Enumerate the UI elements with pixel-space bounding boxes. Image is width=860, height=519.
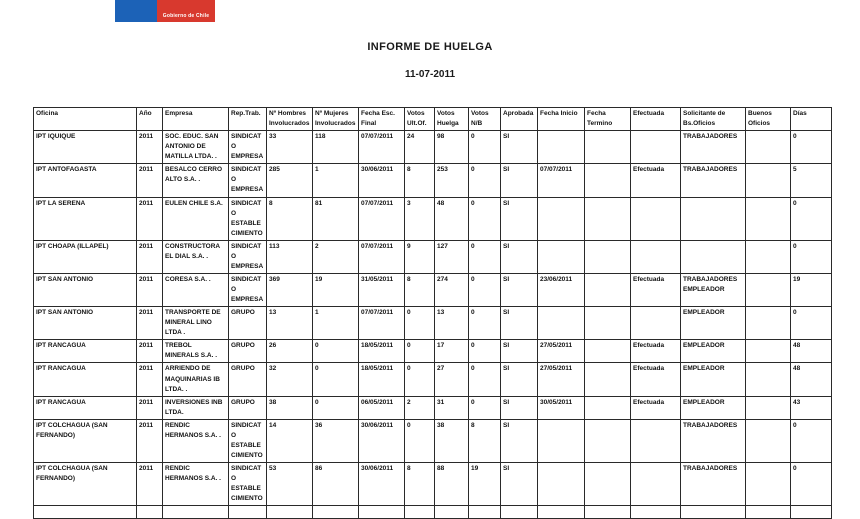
table-cell: GRUPO [229,396,267,419]
table-cell: IPT RANCAGUA [34,340,137,363]
table-cell: 17 [435,340,469,363]
table-cell: Efectuada [631,363,681,396]
table-row [34,131,832,164]
table-cell: 27/05/2011 [538,340,585,363]
table-cell: IPT IQUIQUE [34,131,137,164]
table-cell [585,363,631,396]
table-cell: 18/05/2011 [359,340,405,363]
table-cell: 88 [435,463,469,506]
table-cell: Efectuada [631,164,681,197]
table-cell: SINDICATO ESTABLECIMIENTO [229,419,267,462]
table-cell: 1 [313,164,359,197]
table-cell: SI [501,240,538,273]
table-header-row [34,108,832,131]
table-cell: 2011 [137,240,163,273]
table-cell [631,131,681,164]
table-cell: SI [501,164,538,197]
report-date: 11-07-2011 [404,69,456,80]
column-header: Votos N/B [469,108,501,131]
table-cell: 0 [791,307,832,340]
table-cell [585,419,631,462]
table-cell: TRABAJADORES EMPLEADOR [681,273,746,306]
table-cell [746,396,791,419]
column-header: Empresa [163,108,229,131]
table-cell: 13 [435,307,469,340]
table-cell: 118 [313,131,359,164]
table-row [34,240,832,273]
column-header: Fecha Termino [585,108,631,131]
table-cell: 32 [267,363,313,396]
table-cell: 0 [791,197,832,240]
table-cell: 8 [405,164,435,197]
table-cell: 98 [435,131,469,164]
table-cell: SINDICATO EMPRESA [229,240,267,273]
table-cell: 0 [469,273,501,306]
table-cell [585,240,631,273]
table-cell: 127 [435,240,469,273]
table-cell: CORESA S.A. . [163,273,229,306]
table-cell [585,307,631,340]
table-cell: 0 [469,340,501,363]
table-cell [746,363,791,396]
table-cell: 0 [313,363,359,396]
table-cell: SI [501,197,538,240]
table-cell: 0 [469,396,501,419]
table-cell: IPT SAN ANTONIO [34,307,137,340]
table-cell: 30/06/2011 [359,463,405,506]
table-cell [359,506,405,519]
table-cell: 43 [791,396,832,419]
table-cell: IPT COLCHAGUA (SAN FERNANDO) [34,419,137,462]
table-cell: 0 [791,419,832,462]
table-cell: 19 [791,273,832,306]
table-cell: 27/05/2011 [538,363,585,396]
column-header: Nº Hombres Involucrados [267,108,313,131]
table-cell: 07/07/2011 [359,197,405,240]
table-cell: SINDICATO EMPRESA [229,131,267,164]
column-header: Oficina [34,108,137,131]
table-cell: SINDICATO EMPRESA [229,164,267,197]
table-cell: 0 [313,396,359,419]
table-cell: SI [501,463,538,506]
table-cell: EMPLEADOR [681,340,746,363]
table-cell: Efectuada [631,396,681,419]
table-cell: TRABAJADORES [681,419,746,462]
table-cell: BESALCO CERRO ALTO S.A. . [163,164,229,197]
table-cell: 253 [435,164,469,197]
table-cell: 2011 [137,419,163,462]
table-cell: SI [501,340,538,363]
table-cell: SINDICATO EMPRESA [229,273,267,306]
table-cell: 2011 [137,363,163,396]
table-cell [435,506,469,519]
column-header: Buenos Oficios [746,108,791,131]
table-row [34,273,832,306]
table-cell: 2011 [137,273,163,306]
table-cell [313,506,359,519]
column-header: Nº Mujeres Involucrados [313,108,359,131]
table-cell: IPT RANCAGUA [34,363,137,396]
table-cell: GRUPO [229,307,267,340]
table-cell: TRANSPORTE DE MINERAL LINO LTDA . [163,307,229,340]
table-cell: 33 [267,131,313,164]
table-cell: SI [501,396,538,419]
table-cell: 2011 [137,396,163,419]
table-cell: IPT CHOAPA (ILLAPEL) [34,240,137,273]
gobierno-de-chile-logo [115,0,215,22]
table-cell: 0 [469,164,501,197]
table-cell: 2 [405,396,435,419]
table-cell: GRUPO [229,363,267,396]
column-header: Fecha Esc. Final [359,108,405,131]
table-cell: 2011 [137,463,163,506]
table-cell: 31 [435,396,469,419]
table-row [34,197,832,240]
table-cell [585,273,631,306]
table-cell: 2011 [137,340,163,363]
table-cell [538,419,585,462]
table-cell [585,506,631,519]
table-cell: TRABAJADORES [681,131,746,164]
table-cell: IPT ANTOFAGASTA [34,164,137,197]
table-cell: 07/07/2011 [359,307,405,340]
table-cell [681,240,746,273]
table-cell [746,419,791,462]
table-cell [631,197,681,240]
table-cell [538,131,585,164]
table-cell [538,463,585,506]
table-cell [163,506,229,519]
table-cell: 2011 [137,197,163,240]
table-cell: 86 [313,463,359,506]
report-table-container [33,107,831,519]
table-cell: 0 [791,131,832,164]
table-cell: 1 [313,307,359,340]
table-cell: 8 [405,463,435,506]
table-cell: IPT SAN ANTONIO [34,273,137,306]
table-cell: 8 [267,197,313,240]
table-cell: 53 [267,463,313,506]
logo-blue-flag-block [115,0,157,22]
table-cell [746,506,791,519]
table-cell [469,506,501,519]
table-cell: 0 [791,463,832,506]
table-cell: INVERSIONES INB LTDA. [163,396,229,419]
table-cell: 19 [313,273,359,306]
table-cell: 36 [313,419,359,462]
table-cell: SI [501,273,538,306]
table-cell: 38 [267,396,313,419]
table-body [34,131,832,519]
table-cell [746,164,791,197]
table-cell: 18/05/2011 [359,363,405,396]
table-cell [631,240,681,273]
table-cell: 07/07/2011 [359,240,405,273]
table-cell: IPT LA SERENA [34,197,137,240]
table-cell: ARRIENDO DE MAQUINARIAS IB LTDA. . [163,363,229,396]
table-cell: SOC. EDUC. SAN ANTONIO DE MATILLA LTDA. . [163,131,229,164]
table-cell: 0 [405,419,435,462]
table-cell: 0 [405,340,435,363]
table-cell: 9 [405,240,435,273]
table-cell [34,506,137,519]
table-cell: 30/06/2011 [359,419,405,462]
table-cell: Efectuada [631,340,681,363]
table-cell [746,307,791,340]
column-header: Votos Huelga [435,108,469,131]
table-cell [137,506,163,519]
table-cell: 0 [469,197,501,240]
table-cell: 13 [267,307,313,340]
table-cell [501,506,538,519]
table-cell [405,506,435,519]
table-cell: 2011 [137,307,163,340]
table-cell: 0 [405,363,435,396]
column-header: Fecha Inicio [538,108,585,131]
table-cell: SI [501,307,538,340]
table-row [34,363,832,396]
table-cell: SI [501,131,538,164]
table-cell [746,240,791,273]
table-cell: 81 [313,197,359,240]
table-cell: 06/05/2011 [359,396,405,419]
table-cell: SINDICATO ESTABLECIMIENTO [229,197,267,240]
table-cell: RENDIC HERMANOS S.A. . [163,419,229,462]
column-header: Año [137,108,163,131]
table-cell: 19 [469,463,501,506]
table-cell: 30/06/2011 [359,164,405,197]
table-cell: 26 [267,340,313,363]
column-header: Rep.Trab. [229,108,267,131]
table-cell: 30/05/2011 [538,396,585,419]
table-cell [631,463,681,506]
table-cell: 8 [469,419,501,462]
table-cell: EMPLEADOR [681,363,746,396]
table-cell: 0 [791,240,832,273]
table-row [34,340,832,363]
table-cell: 2011 [137,164,163,197]
table-cell [585,197,631,240]
huelga-table [33,107,832,519]
table-cell [585,463,631,506]
logo-brand-text: Gobierno de Chile [162,13,210,19]
table-cell [631,419,681,462]
table-cell: 274 [435,273,469,306]
table-cell [681,197,746,240]
table-cell [746,273,791,306]
table-cell: 113 [267,240,313,273]
table-cell: 48 [791,363,832,396]
table-row [34,463,832,506]
column-header: Votos Ult.Of. [405,108,435,131]
table-cell: 14 [267,419,313,462]
table-row [34,164,832,197]
table-cell: 2 [313,240,359,273]
table-cell [267,506,313,519]
table-row [34,307,832,340]
table-cell: EULEN CHILE S.A. [163,197,229,240]
table-cell [631,307,681,340]
table-cell: TREBOL MINERALS S.A. . [163,340,229,363]
table-cell [585,131,631,164]
table-cell: EMPLEADOR [681,307,746,340]
table-cell [746,131,791,164]
table-cell: SI [501,363,538,396]
table-cell: 0 [469,307,501,340]
column-header: Días [791,108,832,131]
table-cell [538,197,585,240]
table-cell [746,463,791,506]
table-cell: 0 [469,363,501,396]
table-cell: TRABAJADORES [681,463,746,506]
table-cell [229,506,267,519]
table-cell: RENDIC HERMANOS S.A. . [163,463,229,506]
table-cell: TRABAJADORES [681,164,746,197]
table-cell: 07/07/2011 [538,164,585,197]
table-cell: 285 [267,164,313,197]
table-row [34,419,832,462]
table-cell: EMPLEADOR [681,396,746,419]
table-cell: 5 [791,164,832,197]
column-header: Solicitante de Bs.Oficios [681,108,746,131]
column-header: Efectuada [631,108,681,131]
table-cell: 0 [313,340,359,363]
column-header: Aprobada [501,108,538,131]
table-cell [538,506,585,519]
table-cell: 0 [469,240,501,273]
table-cell [791,506,832,519]
table-row [34,396,832,419]
table-cell [585,340,631,363]
table-cell: 07/07/2011 [359,131,405,164]
table-cell: 48 [435,197,469,240]
table-cell: 38 [435,419,469,462]
table-cell: 27 [435,363,469,396]
table-cell: SI [501,419,538,462]
table-row [34,506,832,519]
table-cell [538,240,585,273]
table-cell: 0 [405,307,435,340]
table-cell: SINDICATO ESTABLECIMIENTO [229,463,267,506]
table-cell: IPT RANCAGUA [34,396,137,419]
table-cell: CONSTRUCTORA EL DIAL S.A. . [163,240,229,273]
table-cell: 48 [791,340,832,363]
table-cell: 24 [405,131,435,164]
table-cell: 0 [469,131,501,164]
table-cell: 2011 [137,131,163,164]
table-cell [538,307,585,340]
table-cell: 3 [405,197,435,240]
table-cell [585,396,631,419]
table-cell: 31/05/2011 [359,273,405,306]
table-cell [681,506,746,519]
table-cell: GRUPO [229,340,267,363]
table-cell [746,340,791,363]
table-cell: IPT COLCHAGUA (SAN FERNANDO) [34,463,137,506]
page-title: INFORME DE HUELGA [367,41,493,53]
table-cell: 23/06/2011 [538,273,585,306]
logo-red-flag-block [157,0,215,22]
table-cell: Efectuada [631,273,681,306]
table-cell [585,164,631,197]
table-cell: 369 [267,273,313,306]
table-cell [746,197,791,240]
table-cell: 8 [405,273,435,306]
table-cell [631,506,681,519]
